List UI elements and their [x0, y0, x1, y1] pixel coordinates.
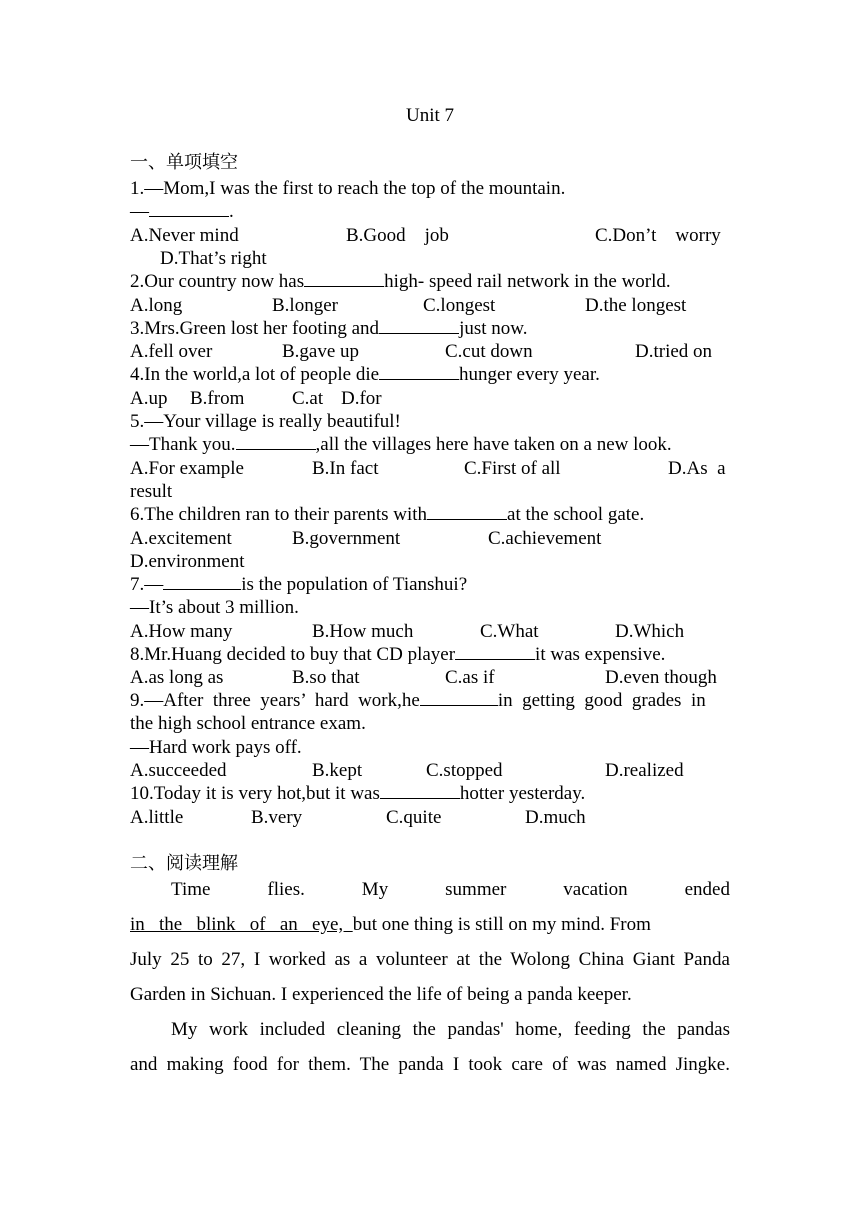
question-8-options	[130, 666, 730, 689]
answer-blank	[380, 782, 460, 799]
option-a: A.Never mind	[130, 225, 239, 246]
question-9-stem-cont: the high school entrance exam.	[130, 713, 366, 734]
question-9-answer: —Hard work pays off.	[130, 737, 302, 758]
answer-blank	[420, 689, 498, 706]
option-d: D.even though	[605, 667, 717, 688]
option-b: B.How much	[312, 621, 414, 642]
question-2-options	[130, 294, 730, 317]
option-b: B.gave up	[282, 341, 360, 362]
option-b: B.longer	[272, 295, 338, 316]
option-a: A.up	[130, 388, 168, 409]
answer-blank	[455, 643, 535, 660]
reading-line-2: in the blink of an eye, but one thing is still on my mind. From	[130, 914, 651, 935]
option-d: D.Which	[615, 621, 685, 642]
option-a: A.succeeded	[130, 760, 227, 781]
reading-paragraph-2-line-1: My work included cleaning the pandas' home, feeding the pandas	[171, 1019, 730, 1040]
question-6-stem: 6.The children ran to their parents with at the school gate.	[130, 504, 645, 525]
question-6-options	[130, 527, 730, 550]
question-3-options	[130, 340, 730, 363]
question-3-stem: 3.Mrs.Green lost her footing and just now.	[130, 318, 528, 339]
question-7-options	[130, 620, 730, 643]
question-1-options	[130, 224, 730, 247]
option-b: B.so that	[292, 667, 360, 688]
option-c: C.cut down	[445, 341, 533, 362]
answer-blank	[236, 433, 316, 450]
question-1-option-d: D.That’s right	[160, 248, 267, 269]
option-a: A.For example	[130, 458, 244, 479]
option-d: D.As a	[668, 458, 726, 479]
option-d: D.realized	[605, 760, 684, 781]
option-c: C.quite	[386, 807, 442, 828]
question-10-options	[130, 806, 730, 829]
option-c: C.First of all	[464, 458, 561, 479]
question-1-reply: — .	[130, 201, 234, 222]
question-5-options	[130, 457, 730, 480]
question-2-stem: 2.Our country now has high- speed rail network in the world.	[130, 271, 671, 292]
option-c: C.longest	[423, 295, 496, 316]
option-b: B.kept	[312, 760, 363, 781]
option-d: D.for	[341, 388, 382, 409]
answer-blank	[379, 363, 459, 380]
question-9-stem: 9.—After three years’ hard work,he in getting good grades in	[130, 690, 706, 711]
reading-line-3: July 25 to 27, I worked as a volunteer at the Wolong China Giant Panda	[130, 949, 730, 970]
option-a: A.little	[130, 807, 184, 828]
question-8-stem: 8.Mr.Huang decided to buy that CD player it was expensive.	[130, 644, 666, 665]
question-7-stem: 7.— is the population of Tianshui?	[130, 574, 468, 595]
section-heading-single-choice: 一、单项填空	[130, 152, 238, 173]
option-c: C.Don’t worry	[595, 225, 721, 246]
reading-line-1: Time flies. My summer vacation ended	[171, 879, 730, 900]
section-heading-reading: 二、阅读理解	[130, 853, 238, 874]
option-a: A.long	[130, 295, 183, 316]
reading-line-4: Garden in Sichuan. I experienced the life of being a panda keeper.	[130, 984, 632, 1005]
option-b: B.very	[251, 807, 303, 828]
option-b: B.government	[292, 528, 401, 549]
question-10-stem: 10.Today it is very hot,but it was hotter yesterday.	[130, 783, 586, 804]
option-b: B.from	[190, 388, 245, 409]
answer-blank	[304, 270, 384, 287]
option-c: C.achievement	[488, 528, 602, 549]
option-b: B.Good job	[346, 225, 449, 246]
option-c: C.as if	[445, 667, 495, 688]
option-d: D.the longest	[585, 295, 687, 316]
option-c: C.What	[480, 621, 539, 642]
page-title: Unit 7	[405, 105, 455, 126]
answer-blank	[379, 317, 459, 334]
question-9-options	[130, 759, 730, 782]
option-a: A.fell over	[130, 341, 213, 362]
option-c: C.at	[292, 388, 324, 409]
answer-blank	[149, 200, 229, 217]
option-c: C.stopped	[426, 760, 503, 781]
reading-paragraph-2-line-2: and making food for them. The panda I took care of was named Jingke.	[130, 1054, 730, 1075]
question-5-stem: 5.—Your village is really beautiful!	[130, 411, 401, 432]
answer-blank	[427, 503, 507, 520]
option-a: A.How many	[130, 621, 233, 642]
question-7-answer: —It’s about 3 million.	[130, 597, 299, 618]
question-4-stem: 4.In the world,a lot of people die hunger every year.	[130, 364, 600, 385]
answer-blank	[163, 573, 241, 590]
question-6-option-d: D.environment	[130, 551, 245, 572]
underlined-phrase: in the blink of an eye,	[130, 914, 353, 935]
question-5-option-d-cont: result	[130, 481, 173, 502]
option-a: A.as long as	[130, 667, 224, 688]
option-d: D.tried on	[635, 341, 713, 362]
question-1-stem: 1.—Mom,I was the first to reach the top of the mountain.	[130, 178, 566, 199]
option-d: D.much	[525, 807, 586, 828]
option-a: A.excitement	[130, 528, 232, 549]
question-5-reply: —Thank you. ,all the villages here have taken on a new look.	[130, 434, 672, 455]
question-4-options	[130, 387, 730, 410]
option-b: B.In fact	[312, 458, 379, 479]
